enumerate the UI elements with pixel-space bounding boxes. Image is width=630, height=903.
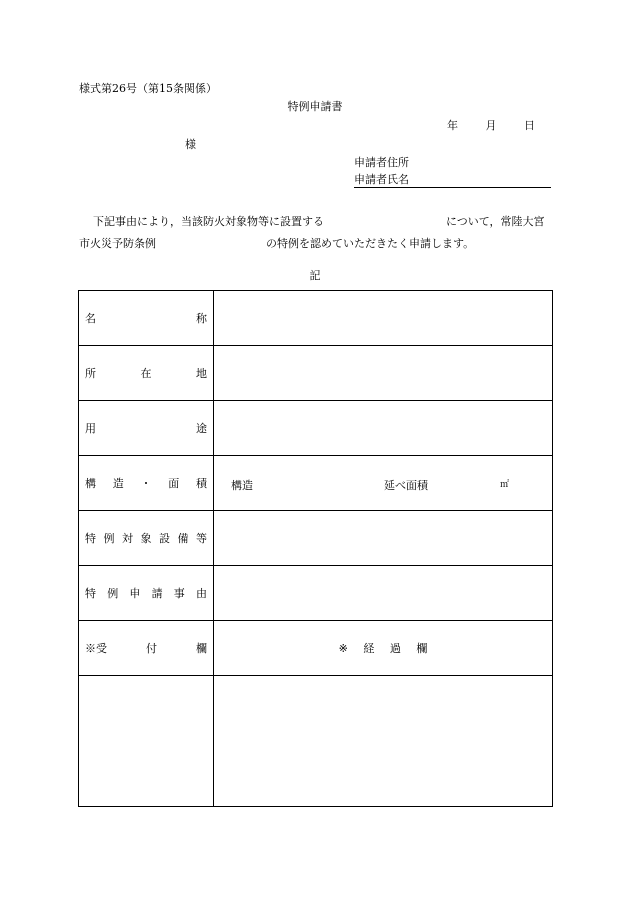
label-char: 設 <box>159 532 170 545</box>
label-char: 地 <box>196 367 207 380</box>
structure-input-cell[interactable] <box>214 456 553 511</box>
location-label-cell <box>79 346 214 401</box>
label-char: 在 <box>140 367 152 380</box>
application-table <box>78 290 553 807</box>
square-meter-unit: ㎡ <box>500 480 510 490</box>
body-line-2 <box>79 233 559 255</box>
row-office-header <box>79 621 553 676</box>
label-char: 面 <box>168 477 180 490</box>
use-label-cell <box>79 401 214 456</box>
label-char: 欄 <box>196 642 207 655</box>
structure-text: 構造 <box>231 479 253 492</box>
equipment-label-cell <box>79 511 214 566</box>
label-char: 過 <box>389 642 401 655</box>
use-input-cell[interactable] <box>214 401 553 456</box>
body-line-1-a: 下記事由により，当該防火対象物等に設置する <box>93 215 324 228</box>
body-line-1-b: について，常陸大宮 <box>446 215 545 228</box>
reception-input-cell[interactable] <box>79 676 214 807</box>
progress-input-cell[interactable] <box>214 676 553 807</box>
floor-area-text: 延べ面積 <box>384 479 428 492</box>
label-char: 積 <box>196 477 207 490</box>
label-char: 象 <box>140 532 152 545</box>
label-char: ※受 <box>85 642 107 655</box>
applicant-name-label: 申請者氏名 <box>354 173 409 186</box>
row-reason <box>79 566 553 621</box>
date-row <box>447 120 535 131</box>
addressee-suffix: 様 <box>185 138 196 151</box>
date-month: 月 <box>485 119 497 132</box>
body-text <box>79 211 559 255</box>
equipment-input-cell[interactable] <box>214 511 553 566</box>
form-number: 様式第26号（第15条関係） <box>79 82 217 95</box>
row-structure <box>79 456 553 511</box>
label-char: 等 <box>196 532 207 545</box>
reason-label-cell <box>79 566 214 621</box>
body-line-2-a: 市火災予防条例 <box>79 237 156 250</box>
date-day: 日 <box>524 119 535 132</box>
label-char: 由 <box>195 587 207 600</box>
applicant-address-label: 申請者住所 <box>354 156 409 169</box>
date-year: 年 <box>447 119 458 132</box>
label-char: 付 <box>146 642 157 655</box>
row-name <box>79 291 553 346</box>
label-char: 請 <box>151 587 163 600</box>
row-office-body <box>79 676 553 807</box>
body-line-1 <box>79 211 559 233</box>
ki-heading: 記 <box>309 269 321 282</box>
label-char: 名 <box>85 312 96 325</box>
label-char: 造 <box>112 477 124 490</box>
body-line-2-b: の特例を認めていただきたく申請します。 <box>266 237 475 250</box>
structure-label-cell <box>79 456 214 511</box>
row-use <box>79 401 553 456</box>
reason-input-cell[interactable] <box>214 566 553 621</box>
name-input-cell[interactable] <box>214 291 553 346</box>
document-title: 特例申請書 <box>287 100 343 113</box>
label-char: 備 <box>177 532 189 545</box>
label-char: 称 <box>196 312 207 325</box>
label-char: ・ <box>140 477 152 490</box>
name-label-cell <box>79 291 214 346</box>
label-char: 特 <box>85 532 96 545</box>
label-char: 例 <box>103 532 115 545</box>
label-char: 対 <box>122 532 133 545</box>
label-char: 所 <box>85 367 96 380</box>
label-char: ※ <box>338 642 348 655</box>
label-char: 用 <box>85 422 96 435</box>
row-location <box>79 346 553 401</box>
label-char: 欄 <box>416 642 428 655</box>
label-char: 途 <box>196 422 207 435</box>
location-input-cell[interactable] <box>214 346 553 401</box>
label-char: 事 <box>173 587 185 600</box>
label-char: 申 <box>129 587 141 600</box>
label-char: 特 <box>85 587 96 600</box>
applicant-name-field[interactable] <box>354 173 551 188</box>
progress-label-cell <box>214 621 553 676</box>
reception-label-cell <box>79 621 214 676</box>
label-char: 経 <box>363 642 375 655</box>
label-char: 例 <box>107 587 119 600</box>
label-char: 構 <box>85 477 96 490</box>
row-equipment <box>79 511 553 566</box>
